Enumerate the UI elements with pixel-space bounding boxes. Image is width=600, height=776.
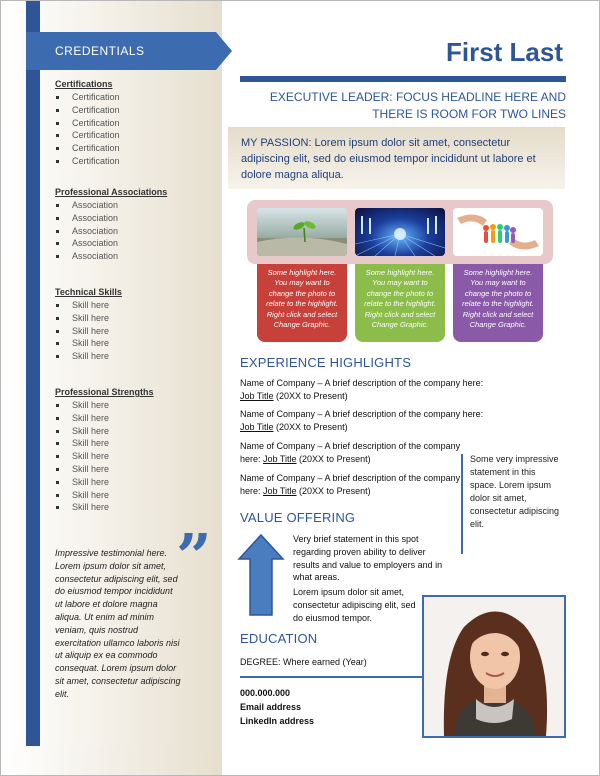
degree: DEGREE: Where earned (Year) xyxy=(240,657,367,667)
list-item: Skill here xyxy=(55,501,215,514)
associations-section xyxy=(55,187,215,263)
profile-photo xyxy=(422,595,566,738)
company-line: Name of Company – A brief description of the company here: xyxy=(240,409,484,419)
experience-entry xyxy=(240,472,462,498)
company-line: Name of Company – A brief description of the company here: xyxy=(240,378,484,388)
job-title: Job Title xyxy=(263,486,297,496)
list-item: Skill here xyxy=(55,476,215,489)
job-dates: (20XX to Present) xyxy=(273,391,348,401)
job-dates: (20XX to Present) xyxy=(296,486,371,496)
list-item: Certification xyxy=(55,129,215,142)
experience-entry xyxy=(240,377,500,403)
section-heading: Professional Associations xyxy=(55,187,168,197)
experience-entry xyxy=(240,408,500,434)
credentials-label: CREDENTIALS xyxy=(55,44,145,58)
highlight-card-green: Some highlight here. You may want to change the photo to relate to the highlight. Right click and select Change Graphic. xyxy=(355,264,445,342)
headline: EXECUTIVE LEADER: FOCUS HEADLINE HERE AND THERE IS ROOM FOR TWO LINES xyxy=(269,90,566,121)
testimonial-text: Impressive testimonial here. Lorem ipsum dolor sit amet, consectetur adipiscing elit, sed do eiusmod tempor incididunt ut labore et dolore magna aliqua. Ut enim ad minim veniam, quis nostrud exercitation ullamco laboris nisi ut aliquip ex ea commodo consequat. Lorem ipsum dolor sit amet, consectetur adipiscing elit. xyxy=(55,548,181,699)
list-item: Certification xyxy=(55,117,215,130)
network-photo xyxy=(355,208,445,256)
value-offering-heading: VALUE OFFERING xyxy=(240,510,356,525)
list-item: Skill here xyxy=(55,412,215,425)
candidate-name: First Last xyxy=(445,37,563,67)
job-title: Job Title xyxy=(240,422,274,432)
value-statement: Very brief statement in this spot regarding proven ability to deliver results and value to employers and in what areas. xyxy=(293,534,443,583)
sprout-photo xyxy=(257,208,347,256)
list-item: Association xyxy=(55,212,215,225)
list-item: Certification xyxy=(55,104,215,117)
section-heading: Technical Skills xyxy=(55,287,122,297)
highlight-card-red: Some highlight here. You may want to change the photo to relate to the highlight. Right click and select Change Graphic. xyxy=(257,264,347,342)
list-item: Skill here xyxy=(55,337,215,350)
value-extra: Lorem ipsum dolor sit amet, consectetur adipiscing elit, sed do eiusmod tempor. xyxy=(293,587,416,623)
sidebar-footer xyxy=(1,746,222,776)
side-note-rule xyxy=(461,454,463,554)
job-dates: (20XX to Present) xyxy=(273,422,348,432)
education-rule xyxy=(240,676,422,678)
list-item: Certification xyxy=(55,142,215,155)
experience-entry xyxy=(240,440,462,466)
section-heading: Professional Strengths xyxy=(55,387,154,397)
people-circle-photo xyxy=(453,208,543,256)
list-item: Skill here xyxy=(55,450,215,463)
job-title: Job Title xyxy=(263,454,297,464)
company-line: Name of Company – A brief description of the company here: xyxy=(240,441,461,464)
experience-heading: EXPERIENCE HIGHLIGHTS xyxy=(240,355,412,370)
list-item: Skill here xyxy=(55,463,215,476)
list-item: Association xyxy=(55,225,215,238)
list-item: Association xyxy=(55,250,215,263)
up-arrow-icon xyxy=(237,533,285,617)
list-item: Skill here xyxy=(55,312,215,325)
professional-strengths-section xyxy=(55,387,215,514)
list-item: Skill here xyxy=(55,489,215,502)
list-item: Skill here xyxy=(55,299,215,312)
linkedin: LinkedIn address xyxy=(240,716,315,726)
list-item: Certification xyxy=(55,155,215,168)
header-rule xyxy=(240,76,566,82)
passion-statement: MY PASSION: Lorem ipsum dolor sit amet, consectetur adipiscing elit, sed do eiusmod tempor incididunt ut labore et dolore magna aliqua. xyxy=(228,127,565,189)
contact-block xyxy=(240,686,314,728)
list-item: Skill here xyxy=(55,425,215,438)
list-item: Association xyxy=(55,199,215,212)
technical-skills-section xyxy=(55,287,215,363)
job-dates: (20XX to Present) xyxy=(296,454,371,464)
education-heading: EDUCATION xyxy=(240,631,318,646)
highlight-card-purple: Some highlight here. You may want to change the photo to relate to the highlight. Right click and select Change Graphic. xyxy=(453,264,543,342)
list-item: Skill here xyxy=(55,350,215,363)
list-item: Skill here xyxy=(55,437,215,450)
job-title: Job Title xyxy=(240,391,274,401)
side-note: Some very impressive statement in this space. Lorem ipsum dolor sit amet, consectetur adipiscing elit. xyxy=(470,454,560,529)
company-line: Name of Company – A brief description of the company here: xyxy=(240,473,461,496)
email: Email address xyxy=(240,702,302,712)
list-item: Skill here xyxy=(55,325,215,338)
section-heading: Certifications xyxy=(55,79,113,89)
quote-icon: ” xyxy=(176,520,212,593)
list-item: Association xyxy=(55,237,215,250)
certifications-section xyxy=(55,79,215,168)
sidebar-stripe xyxy=(26,1,40,776)
list-item: Certification xyxy=(55,91,215,104)
list-item: Skill here xyxy=(55,399,215,412)
phone: 000.000.000 xyxy=(240,688,291,698)
